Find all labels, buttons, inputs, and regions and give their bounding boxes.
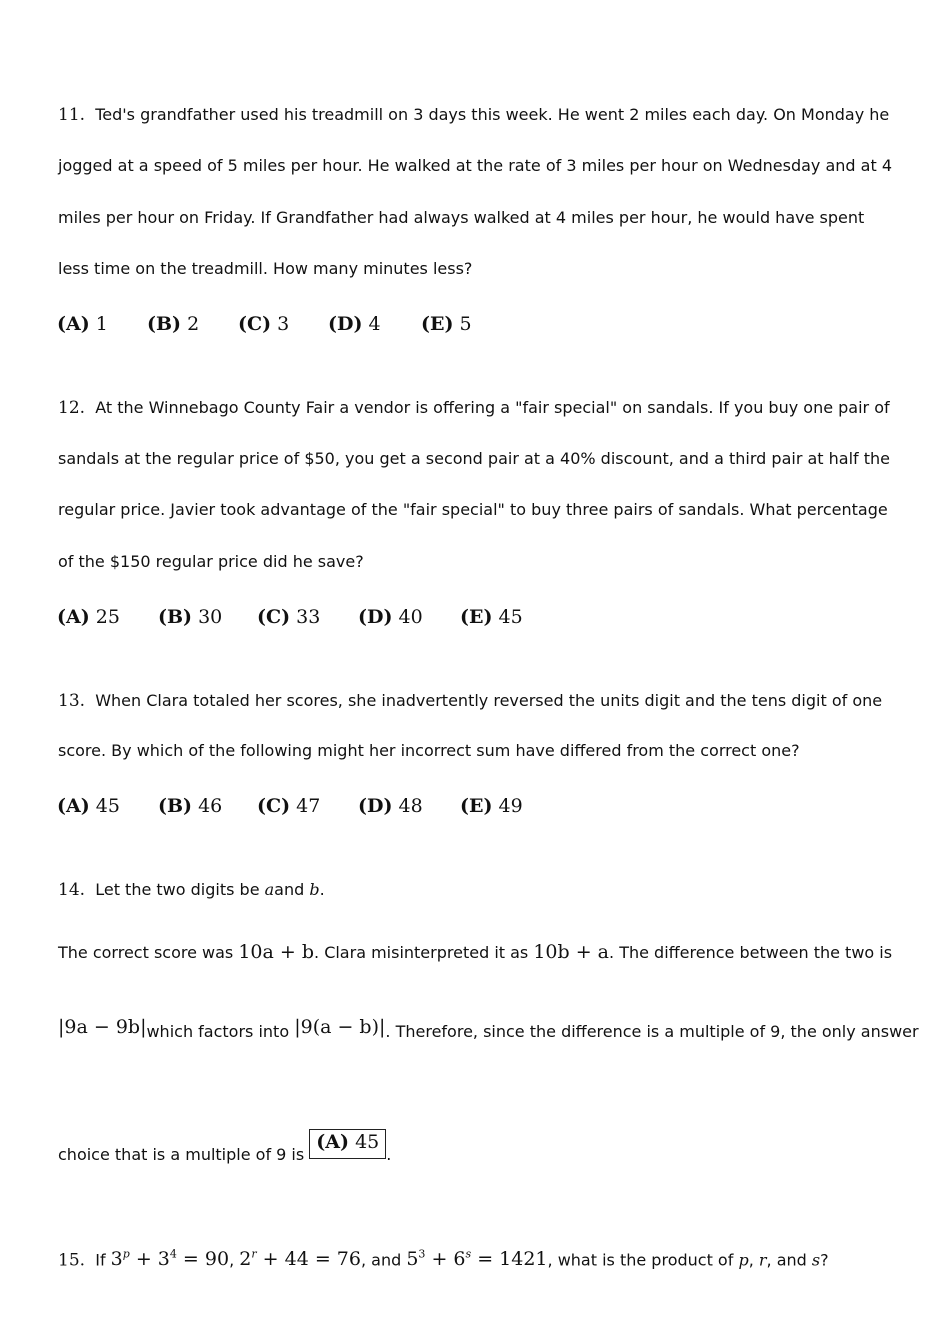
q15-sep1: , <box>229 1250 240 1270</box>
q14-period: . <box>319 880 325 899</box>
q15-eq2: $2^r + 44 = 76$ <box>239 1248 361 1271</box>
q13-choice-e: (E) 49 <box>460 795 523 817</box>
q12-choice-a: (A) 25 <box>57 606 120 628</box>
q15-question: , what is the product of <box>547 1250 739 1270</box>
q11-choice-c: (C) 3 <box>238 313 290 335</box>
q14-line-3 <box>58 1016 919 1042</box>
q12-text-1: At the Winnebago County Fair a vendor is offering a "fair special" on sandals. If you buy one pair of <box>95 398 890 417</box>
q13-line-2: score. By which of the following might her incorrect sum have differed from the correct one? <box>58 741 800 760</box>
q15-and-s: , and <box>766 1250 812 1270</box>
q11-text-1: Ted's grandfather used his treadmill on 3 days this week. He went 2 miles each day. On Monday he <box>95 105 890 124</box>
q15-prefix: If <box>95 1250 111 1270</box>
q14-line3-a: which factors into <box>146 1022 295 1041</box>
q14-expr-factor: |9(a − b)| <box>294 1016 386 1038</box>
q11-line-1 <box>58 105 889 125</box>
q12-number: 12. <box>58 398 86 418</box>
q12-choice-c: (C) 33 <box>257 606 321 628</box>
q14-number: 14. <box>58 880 86 900</box>
q13-number: 13. <box>58 691 86 711</box>
q15-eq3: $5^3 + 6^s = 1421$ <box>406 1248 548 1271</box>
q14-boxed-answer <box>309 1129 386 1159</box>
q14-var-b: b <box>309 880 320 899</box>
q12-line-2: sandals at the regular price of $50, you get a second pair at a 40% discount, and a third pair at half the <box>58 449 891 468</box>
q11-choice-e: (E) 5 <box>421 313 472 335</box>
q11-line-2: jogged at a speed of 5 miles per hour. He walked at the rate of 3 miles per hour on Wednesday and at 4 <box>58 156 892 175</box>
q14-expr-correct: 10a + b <box>238 941 315 963</box>
q13-line-1 <box>58 691 882 711</box>
q14-line4-b: . <box>386 1145 392 1164</box>
q14-var-a: a <box>264 880 275 899</box>
q15-eq1: $3^p + 3^4 = 90$ <box>110 1248 230 1271</box>
q14-line2-a: The correct score was <box>58 943 239 962</box>
q12-choice-b: (B) 30 <box>158 606 223 628</box>
q11-number: 11. <box>58 105 86 125</box>
q15-sep2: , and <box>360 1250 407 1270</box>
q12-choice-d: (D) 40 <box>358 606 423 628</box>
q14-expr-wrong: 10b + a <box>533 941 610 963</box>
q12-line-4: of the $150 regular price did he save? <box>58 552 364 571</box>
q15-comma: , <box>748 1250 759 1270</box>
q11-choice-d: (D) 4 <box>328 313 381 335</box>
q14-line3-b: . Therefore, since the difference is a multiple of 9, the only answer <box>385 1022 919 1041</box>
q15-var-p: p <box>738 1250 749 1270</box>
q14-answer-value: 45 <box>355 1131 380 1153</box>
q11-choice-b: (B) 2 <box>147 313 200 335</box>
q15-var-r: r <box>758 1250 767 1270</box>
q12-line-1 <box>58 398 890 418</box>
q11-choice-a: (A) 1 <box>57 313 108 335</box>
q12-line-3: regular price. Javier took advantage of the "fair special" to buy three pairs of sandals. What percentage <box>58 500 888 519</box>
q12-choice-e: (E) 45 <box>460 606 523 628</box>
q11-line-4: less time on the treadmill. How many minutes less? <box>58 259 473 278</box>
q14-answer-letter: (A) <box>316 1131 350 1153</box>
q13-text-1: When Clara totaled her scores, she inadvertently reversed the units digit and the tens digit of one <box>95 691 883 710</box>
q14-intro: Let the two digits be <box>95 880 265 899</box>
q14-line-2 <box>58 941 892 963</box>
q13-choice-a: (A) 45 <box>57 795 120 817</box>
q11-line-3: miles per hour on Friday. If Grandfather had always walked at 4 miles per hour, he would have spent <box>58 208 865 227</box>
q15-var-s: s <box>811 1250 821 1270</box>
q14-line2-c: . The difference between the two is <box>609 943 893 962</box>
q13-choice-b: (B) 46 <box>158 795 223 817</box>
q15-number: 15. <box>58 1250 86 1271</box>
q14-and: and <box>274 880 310 899</box>
q14-expr-diff: |9a − 9b| <box>58 1016 147 1038</box>
q14-line-4 <box>58 1131 392 1171</box>
q15-line-1 <box>58 1248 829 1270</box>
q13-choice-c: (C) 47 <box>257 795 321 817</box>
q14-line-1 <box>58 880 325 900</box>
q15-qmark: ? <box>820 1250 829 1270</box>
q14-line2-b: . Clara misinterpreted it as <box>314 943 534 962</box>
q14-line4-a: choice that is a multiple of 9 is <box>58 1145 310 1164</box>
q13-choice-d: (D) 48 <box>358 795 423 817</box>
